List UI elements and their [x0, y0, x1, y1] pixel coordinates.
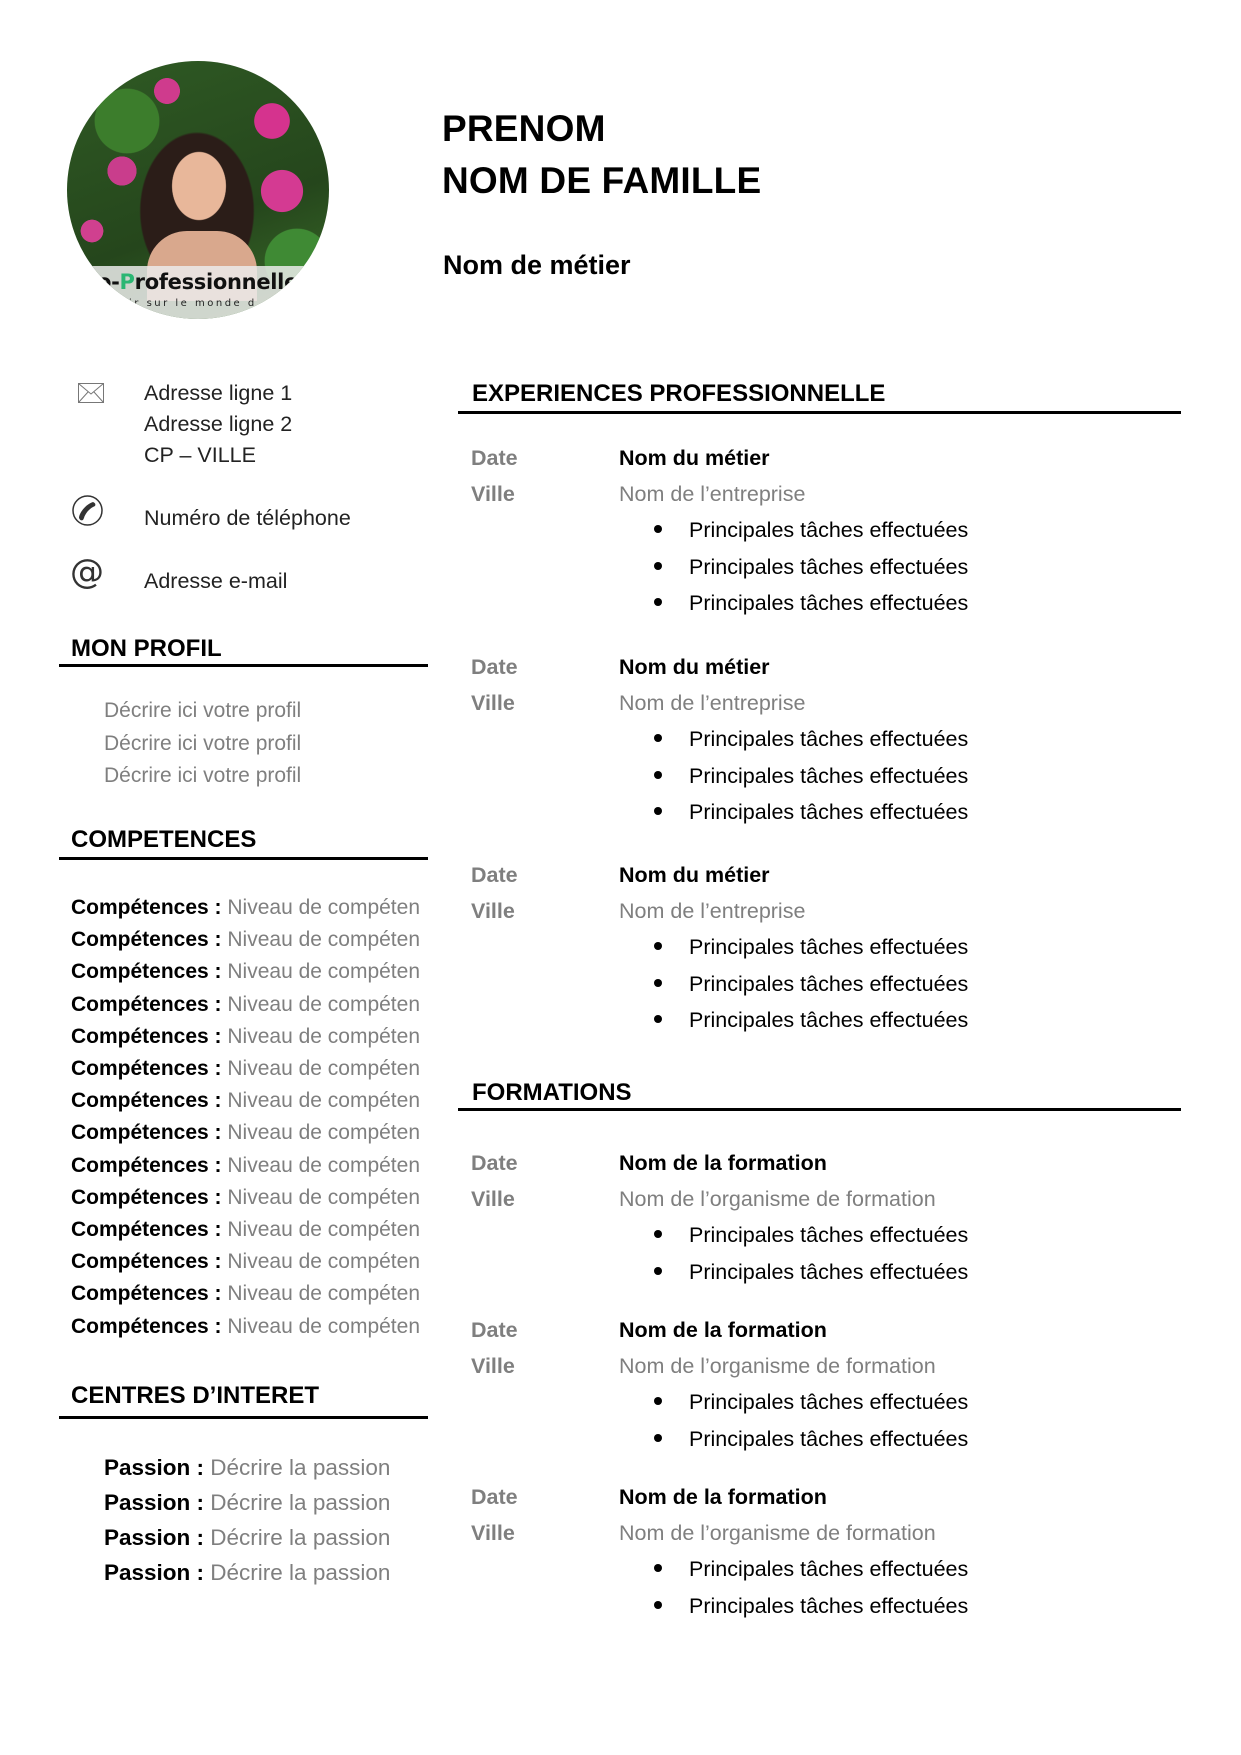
interest-description: Décrire la passion	[210, 1455, 391, 1480]
skills-section-rule	[59, 857, 428, 860]
experience-title: Nom du métier	[619, 446, 770, 470]
experience-task	[654, 972, 968, 997]
experience-task-text: Principales tâches effectuées	[689, 554, 969, 579]
job-title: Nom de métier	[443, 250, 631, 280]
education-city: Ville	[471, 1354, 515, 1378]
bullet-icon	[654, 1015, 662, 1023]
skill-row	[71, 1058, 420, 1079]
bullet-icon	[654, 525, 662, 533]
skill-level: Niveau de compéten	[227, 1089, 420, 1113]
skill-label: Compétences :	[71, 1089, 228, 1113]
skill-level: Niveau de compéten	[227, 928, 420, 952]
experience-task	[654, 1008, 968, 1033]
last-name: NOM DE FAMILLE	[442, 160, 762, 201]
brand-rest: rofessionnelle	[134, 270, 299, 294]
experience-task-text: Principales tâches effectuées	[689, 727, 969, 751]
bullet-icon	[654, 807, 662, 815]
skill-label: Compétences :	[71, 1218, 228, 1241]
experience-task	[654, 591, 968, 616]
skill-level: Niveau de compéten	[227, 896, 420, 919]
skill-level: Niveau de compéten	[227, 1024, 420, 1048]
skill-level: Niveau de compéten	[227, 1057, 420, 1080]
profile-section-title: MON PROFIL	[71, 635, 222, 662]
skill-row	[71, 1090, 420, 1111]
skill-row	[71, 1251, 420, 1272]
skill-level: Niveau de compéten	[227, 1282, 420, 1306]
address-line-2: Adresse ligne 2	[144, 412, 293, 436]
brand-accent-letter: P	[119, 270, 135, 294]
envelope-icon	[78, 383, 104, 403]
education-task-text: Principales tâches effectuées	[689, 1426, 969, 1451]
skill-level: Niveau de compéten	[227, 1250, 420, 1274]
skill-level: Niveau de compéten	[227, 1218, 420, 1241]
experience-city: Ville	[471, 482, 515, 506]
experience-task-text: Principales tâches effectuées	[689, 1008, 969, 1032]
education-task	[654, 1594, 968, 1619]
skill-label: Compétences :	[71, 992, 228, 1016]
skill-row	[71, 897, 420, 918]
experience-task-text: Principales tâches effectuées	[689, 971, 969, 996]
bullet-icon	[654, 979, 662, 987]
experience-task	[654, 518, 968, 543]
phone-icon	[71, 494, 104, 527]
experience-date: Date	[471, 446, 518, 470]
education-task	[654, 1390, 968, 1415]
education-date: Date	[471, 1318, 518, 1342]
education-date: Date	[471, 1485, 518, 1509]
experience-section-title: EXPERIENCES PROFESSIONNELLE	[472, 380, 886, 407]
experience-task	[654, 727, 968, 752]
skill-label: Compétences :	[71, 1250, 228, 1274]
brand-prefix: o-	[97, 270, 120, 294]
skill-level: Niveau de compéten	[227, 960, 420, 984]
address-block	[144, 378, 292, 471]
experience-task-text: Principales tâches effectuées	[689, 935, 969, 959]
interest-label: Passion :	[104, 1560, 211, 1585]
experience-company: Nom de l’entreprise	[619, 691, 806, 715]
education-date: Date	[471, 1151, 518, 1175]
skill-level: Niveau de compéten	[227, 1121, 420, 1145]
profile-line: Décrire ici votre profil	[104, 764, 302, 787]
education-city: Ville	[471, 1187, 515, 1211]
education-section-rule	[458, 1108, 1181, 1111]
bullet-icon	[654, 942, 662, 950]
experience-task	[654, 800, 968, 825]
experience-title: Nom du métier	[619, 863, 770, 887]
profile-line: Décrire ici votre profil	[104, 732, 302, 755]
education-task-text: Principales tâches effectuées	[689, 1390, 969, 1414]
skill-label: Compétences :	[71, 960, 228, 984]
education-city: Ville	[471, 1521, 515, 1545]
bullet-icon	[654, 1564, 662, 1572]
experience-task-text: Principales tâches effectuées	[689, 763, 969, 788]
experience-task-text: Principales tâches effectuées	[689, 591, 969, 615]
address-city: CP – VILLE	[144, 443, 256, 467]
skill-row	[71, 1316, 420, 1337]
education-organization: Nom de l’organisme de formation	[619, 1187, 936, 1211]
skill-label: Compétences :	[71, 1153, 228, 1177]
skill-row	[71, 1155, 420, 1176]
interest-label: Passion :	[104, 1490, 211, 1515]
bullet-icon	[654, 598, 662, 606]
address-line-1: Adresse ligne 1	[144, 381, 293, 405]
experience-date: Date	[471, 655, 518, 679]
experience-section-rule	[458, 411, 1181, 414]
education-task	[654, 1557, 968, 1582]
skill-row	[71, 994, 420, 1015]
education-organization: Nom de l’organisme de formation	[619, 1521, 936, 1545]
skill-row	[71, 929, 420, 950]
education-task-text: Principales tâches effectuées	[689, 1557, 969, 1581]
at-sign-icon: @	[70, 552, 104, 592]
bullet-icon	[654, 1601, 662, 1609]
experience-task	[654, 935, 968, 960]
experience-task-text: Principales tâches effectuées	[689, 518, 969, 542]
interests-section-rule	[59, 1416, 428, 1419]
interest-row	[104, 1527, 390, 1550]
interest-row	[104, 1562, 390, 1585]
skill-label: Compétences :	[71, 1121, 228, 1145]
education-organization: Nom de l’organisme de formation	[619, 1354, 936, 1378]
skill-label: Compétences :	[71, 928, 228, 952]
profile-photo	[67, 61, 329, 319]
skill-level: Niveau de compéten	[227, 1185, 420, 1209]
interest-description: Décrire la passion	[210, 1490, 391, 1515]
bullet-icon	[654, 771, 662, 779]
email-address: Adresse e-mail	[144, 569, 288, 593]
skill-label: Compétences :	[71, 1314, 228, 1338]
education-section-title: FORMATIONS	[472, 1079, 632, 1106]
interest-row	[104, 1492, 390, 1515]
skill-label: Compétences :	[71, 1057, 228, 1080]
skill-row	[71, 1026, 420, 1047]
experience-task-text: Principales tâches effectuées	[689, 800, 969, 824]
experience-company: Nom de l’entreprise	[619, 899, 806, 923]
bullet-icon	[654, 1230, 662, 1238]
skill-row	[71, 961, 420, 982]
experience-task	[654, 555, 968, 580]
experience-city: Ville	[471, 691, 515, 715]
skill-label: Compétences :	[71, 1282, 228, 1306]
education-title: Nom de la formation	[619, 1485, 827, 1509]
skill-label: Compétences :	[71, 896, 228, 919]
interest-label: Passion :	[104, 1455, 211, 1480]
skill-level: Niveau de compéten	[227, 992, 420, 1016]
interest-description: Décrire la passion	[210, 1525, 391, 1550]
skill-label: Compétences :	[71, 1185, 228, 1209]
interests-section-title: CENTRES D’INTERET	[71, 1382, 320, 1409]
bullet-icon	[654, 1397, 662, 1405]
experience-date: Date	[471, 863, 518, 887]
bullet-icon	[654, 562, 662, 570]
profile-section-rule	[59, 664, 428, 667]
interest-row	[104, 1457, 390, 1480]
education-task	[654, 1260, 968, 1285]
education-title: Nom de la formation	[619, 1151, 827, 1175]
interest-description: Décrire la passion	[210, 1560, 391, 1585]
skill-level: Niveau de compéten	[227, 1314, 420, 1338]
experience-title: Nom du métier	[619, 655, 770, 679]
skill-row	[71, 1122, 420, 1143]
skill-label: Compétences :	[71, 1024, 228, 1048]
bullet-icon	[654, 1434, 662, 1442]
education-task-text: Principales tâches effectuées	[689, 1259, 969, 1284]
experience-task	[654, 764, 968, 789]
skill-row	[71, 1219, 420, 1240]
bullet-icon	[654, 734, 662, 742]
skill-row	[71, 1283, 420, 1304]
interest-label: Passion :	[104, 1525, 211, 1550]
experience-city: Ville	[471, 899, 515, 923]
bullet-icon	[654, 1267, 662, 1275]
education-title: Nom de la formation	[619, 1318, 827, 1342]
skill-level: Niveau de compéten	[227, 1153, 420, 1177]
education-task	[654, 1427, 968, 1452]
education-task	[654, 1223, 968, 1248]
education-task-text: Principales tâches effectuées	[689, 1593, 969, 1618]
education-task-text: Principales tâches effectuées	[689, 1223, 969, 1247]
photo-watermark-brand	[97, 270, 298, 294]
photo-watermark-tagline: ir sur le monde d	[129, 298, 257, 309]
skill-row	[71, 1187, 420, 1208]
phone-number: Numéro de téléphone	[144, 506, 351, 530]
skills-section-title: COMPETENCES	[71, 826, 257, 853]
profile-line: Décrire ici votre profil	[104, 699, 302, 722]
experience-company: Nom de l’entreprise	[619, 482, 806, 506]
first-name: PRENOM	[442, 108, 606, 149]
